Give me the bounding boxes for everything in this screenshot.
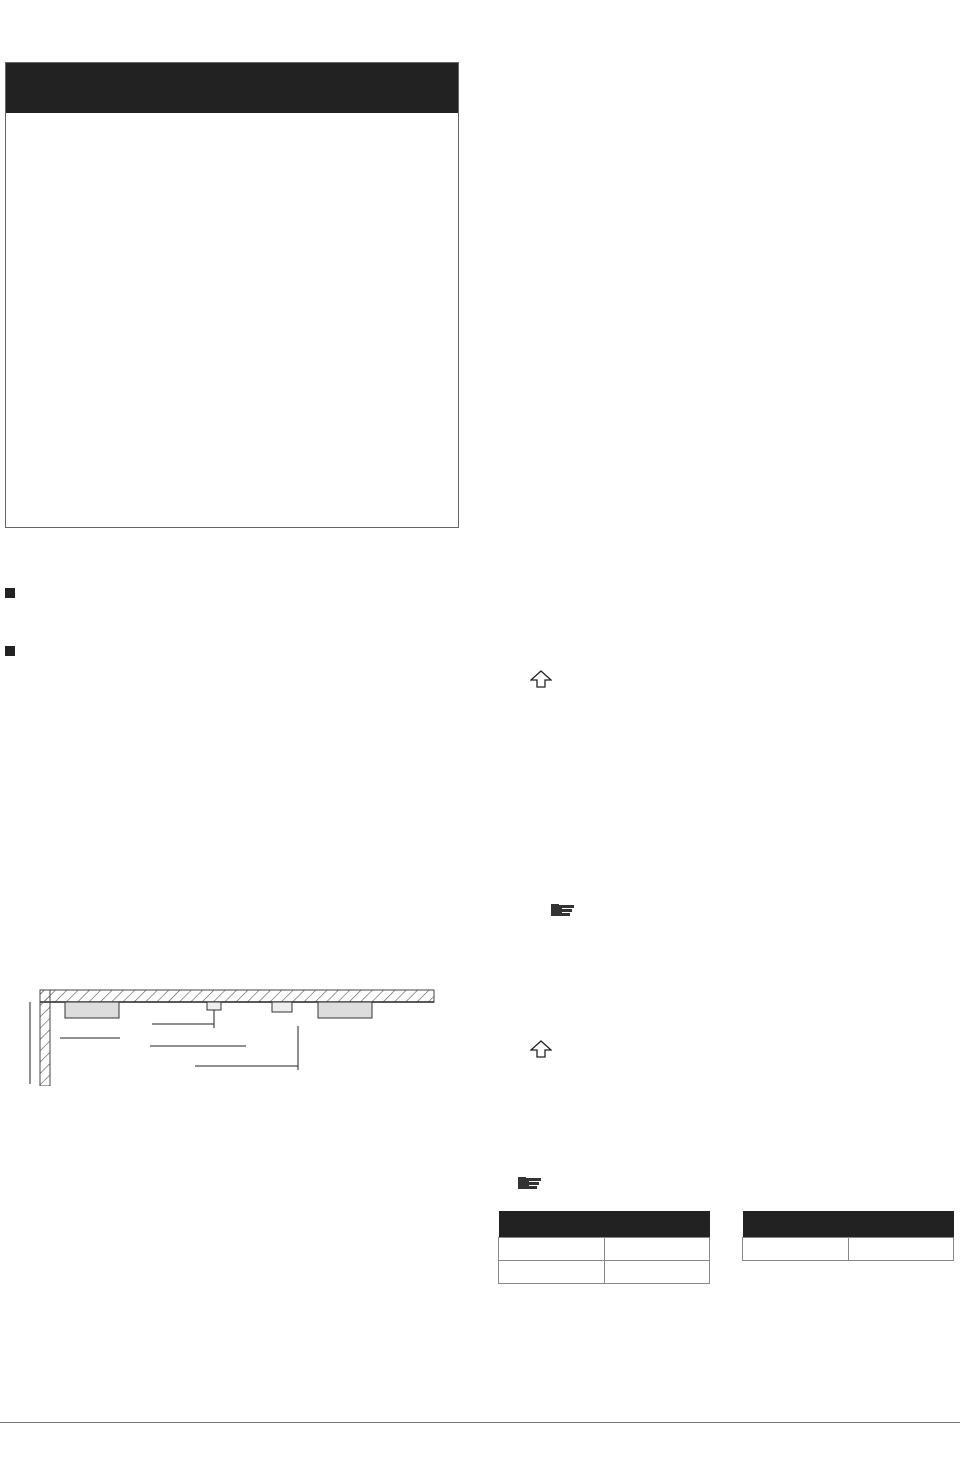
table-row <box>743 1238 954 1261</box>
airflow-direction-icon <box>530 1040 552 1058</box>
wall <box>40 990 50 1086</box>
bullet-square-icon <box>5 588 15 598</box>
height-table-2 <box>742 1211 954 1261</box>
note-hand-icon <box>517 1173 543 1193</box>
clearance-diagram <box>0 966 440 1086</box>
table-header <box>848 1211 954 1238</box>
item-paragraph <box>530 670 954 689</box>
checklist-table <box>5 62 459 528</box>
table-row <box>499 1238 710 1261</box>
bullet-square-icon <box>5 646 15 656</box>
airflow-direction-icon <box>530 670 552 688</box>
fan-c <box>272 1002 292 1012</box>
table-header <box>499 1211 605 1238</box>
footer-divider <box>0 1422 960 1423</box>
table-header <box>743 1211 849 1238</box>
indoor-unit-a <box>65 1002 119 1018</box>
height-table-1 <box>498 1211 710 1284</box>
ceiling <box>40 990 434 1002</box>
checklist-header <box>6 63 458 113</box>
table-header <box>604 1211 710 1238</box>
note-hand-icon <box>550 900 576 920</box>
lamp-b <box>207 1002 221 1010</box>
indoor-unit-a2 <box>318 1002 372 1018</box>
table-row <box>499 1261 710 1284</box>
item-paragraph <box>530 1040 954 1059</box>
clearance-figure <box>0 966 440 1086</box>
